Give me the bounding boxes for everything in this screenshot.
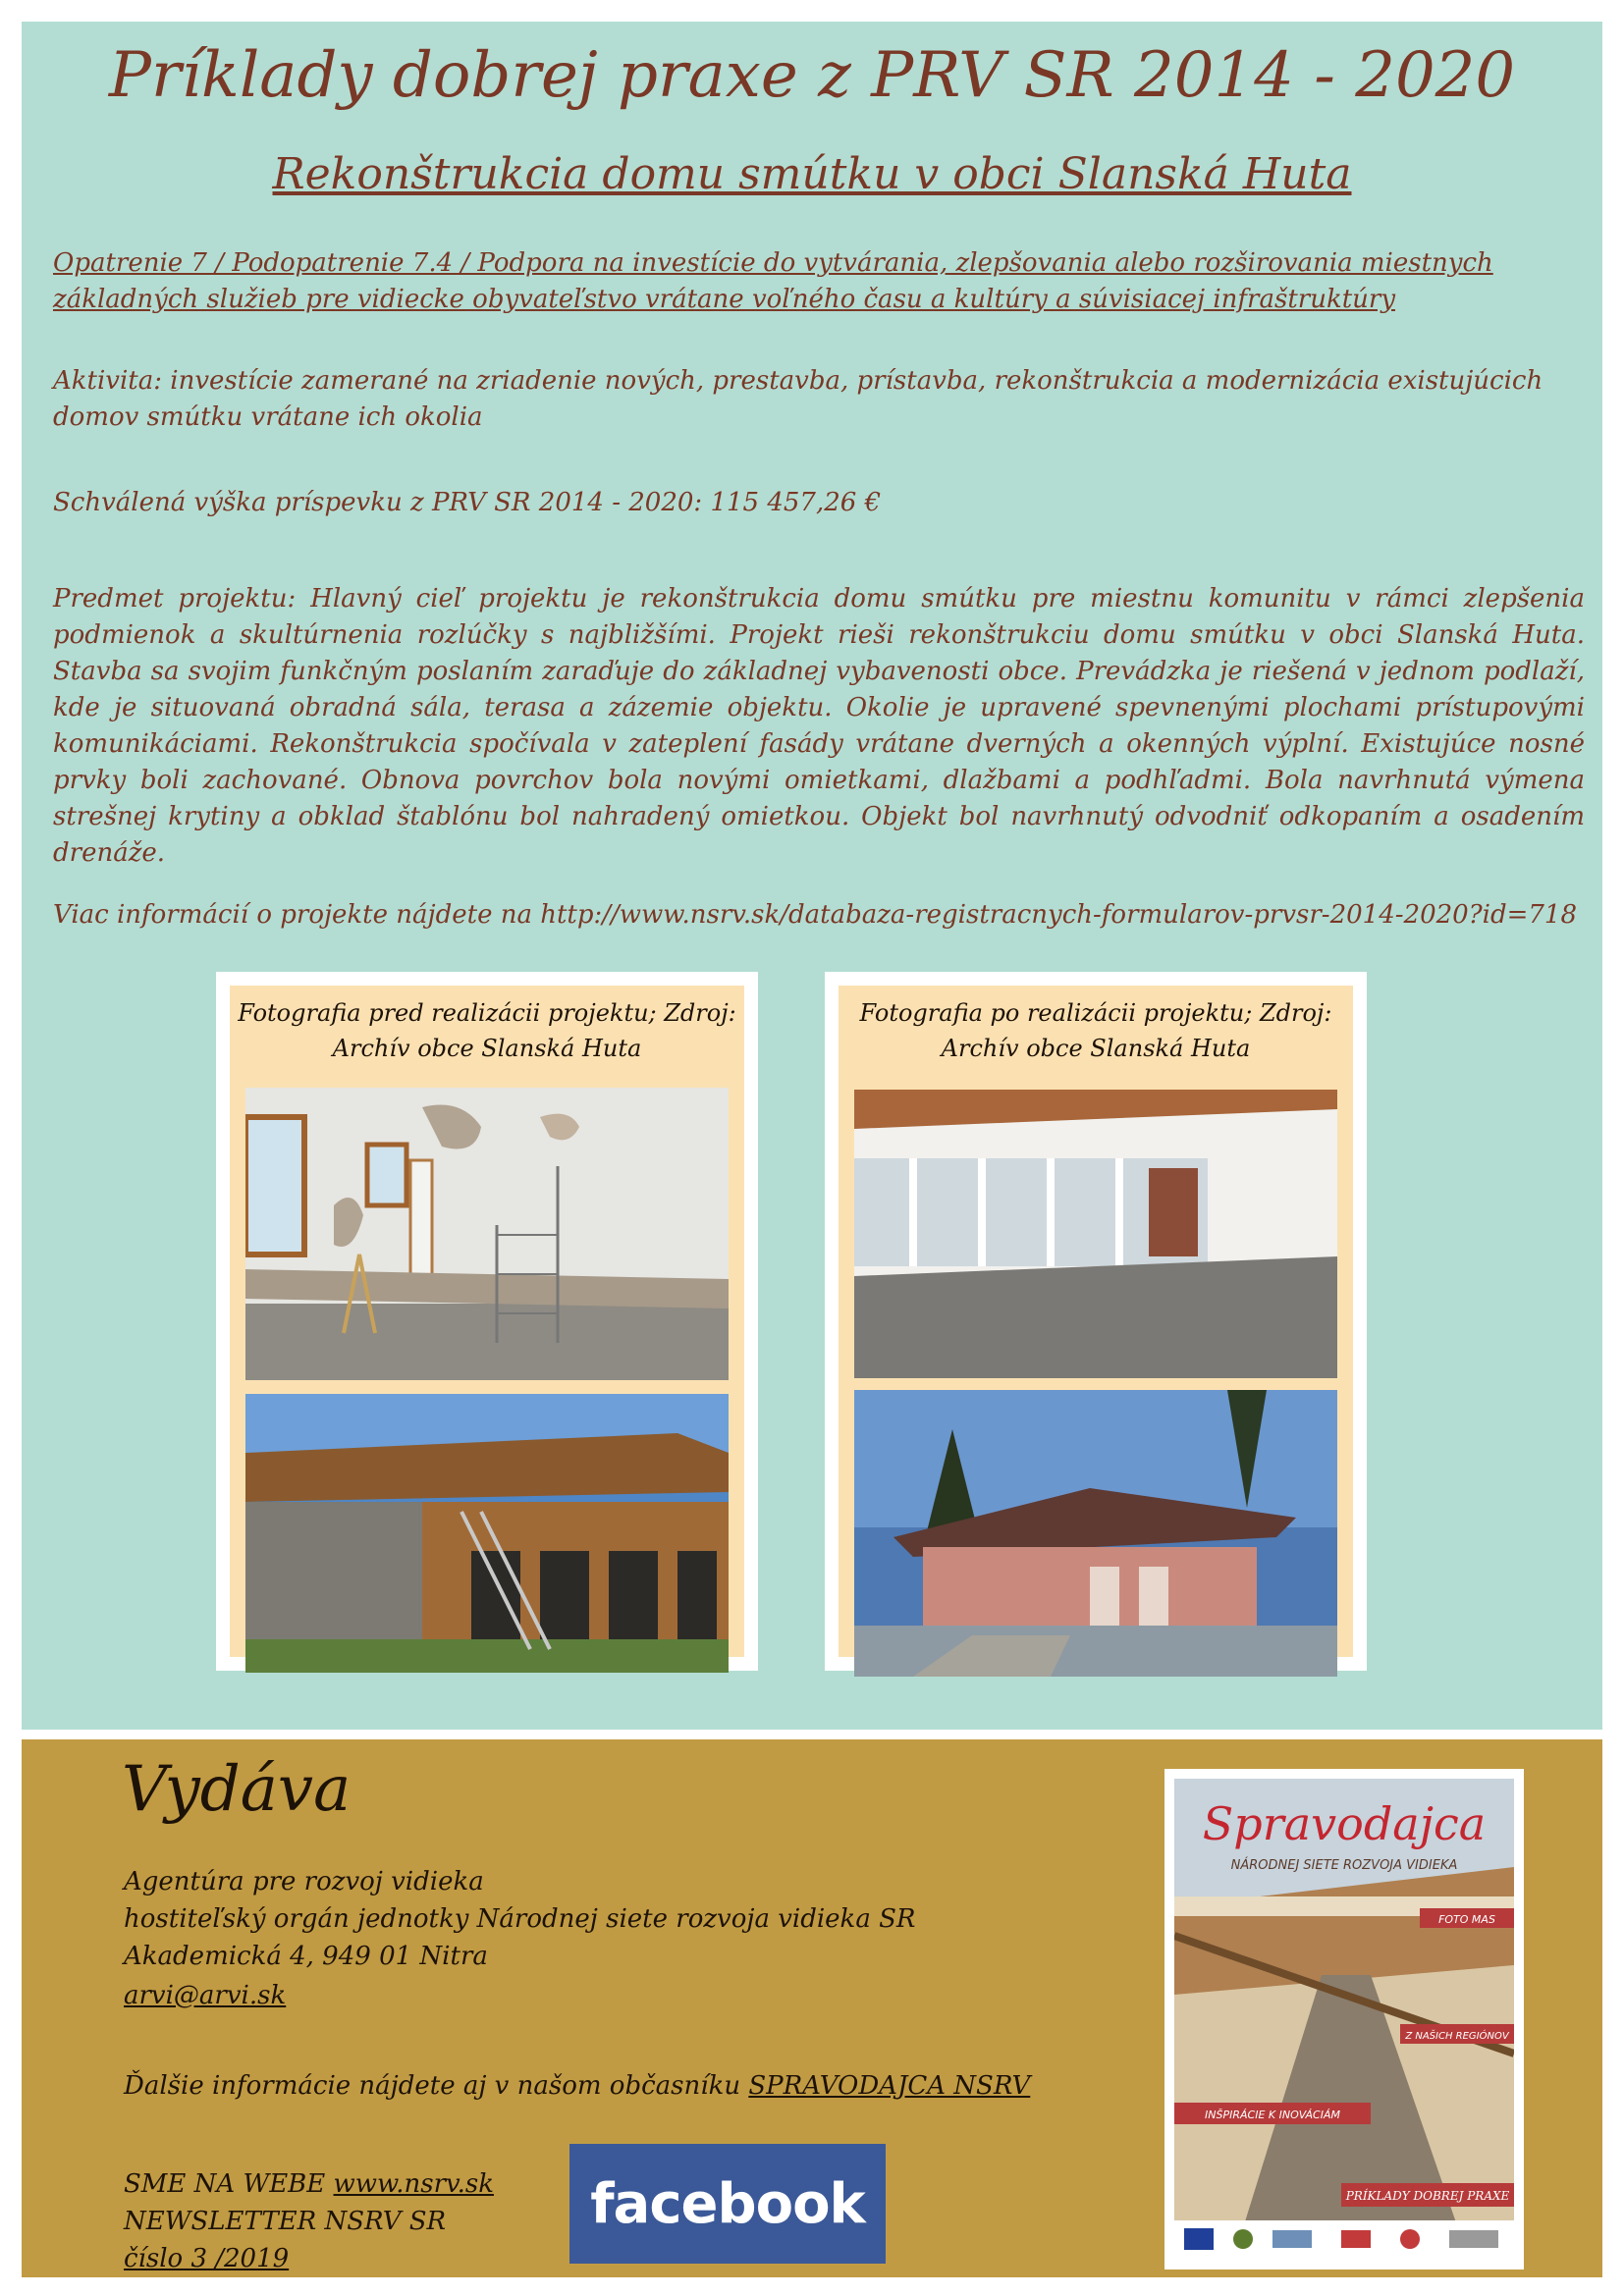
before-photo-card (216, 972, 758, 1671)
after-interior-photo (854, 1090, 1337, 1378)
org-role: hostiteľský orgán jednotky Národnej siete rozvoja vidieka SR (124, 1904, 916, 1934)
page-subtitle: Rekonštrukcia domu smútku v obci Slanská Huta (272, 149, 1352, 199)
more-info-link[interactable]: Viac informácií o projekte nájdete na http://www.nsrv.sk/databaza-registracnych-formularov-prvsr-2014-2020?id=718 (53, 900, 1578, 930)
more-info-line (124, 2067, 1030, 2105)
cover-bottom-label: PRÍKLADY DOBREJ PRAXE (1345, 2189, 1510, 2203)
cover-tag-regiony: Z NAŠICH REGIÓNOV (1405, 2031, 1509, 2042)
cover-tag-inspiracie: INŠPIRÁCIE K INOVÁCIÁM (1205, 2109, 1340, 2121)
website-link[interactable]: www.nsrv.sk (333, 2169, 494, 2199)
newsletter-name: NEWSLETTER NSRV SR (124, 2207, 447, 2236)
email-link[interactable]: arvi@arvi.sk (124, 1981, 287, 2010)
approved-amount-text: Schválená výška príspevku z PRV SR 2014 - 2020: 115 457,26 € (53, 488, 882, 517)
page-title: Príklady dobrej praxe z PRV SR 2014 - 2020 (108, 39, 1516, 112)
after-photo-card (825, 972, 1367, 1671)
org-address: Akademická 4, 949 01 Nitra (124, 1942, 488, 1971)
measure-text: Opatrenie 7 / Podopatrenie 7.4 / Podpora na investície do vytvárania, zlepšovania alebo rozširovania miestnych základných služieb pre vidiecke obyvateľstvo vrátane voľného času a kultúry a súvisiacej infraštruktúry (53, 248, 1493, 314)
org-name: Agentúra pre rozvoj vidieka (124, 1867, 484, 1896)
project-description: Predmet projektu: Hlavný cieľ projektu je rekonštrukcia domu smútku pre miestnu komunitu v rámci zlepšenia podmienok a skultúrnenia rozlúčky s najbližšími. Projekt rieši rekonštrukciu domu smútku v obci Slanská Huta. Stavba sa svojim funkčným poslaním zaraďuje do základnej vybavenosti obce. Prevádzka je riešená v jednom podlaží, kde je situovaná obradná sála, terasa a zázemie objektu. Okolie je upravené spevnenými plochami prístupovými komunikáciami. Rekonštrukcia spočívala v zateplení fasády vrátane dverných a okenných výplní. Existujúce nosné prvky boli zachované. Obnova povrchov bola novými omietkami, dlažbami a podhľadmi. Bola navrhnutá výmena strešnej krytiny a obklad štablónu bol nahradený omietkou. Objekt bol navrhnutý odvodniť odkopaním a osadením drenáže. (53, 584, 1585, 868)
activity-text: Aktivita: investície zamerané na zriadenie nových, prestavba, prístavba, rekonštrukcia a modernizácia existujúcich domov smútku vrátane ich okolia (53, 366, 1543, 432)
web-line (124, 2165, 494, 2203)
before-caption-line1: Fotografia pred realizácii projektu; Zdroj: (238, 999, 736, 1027)
before-caption-line2: Archív obce Slanská Huta (332, 1035, 642, 1062)
cover-title: Spravodajca (1202, 1797, 1487, 1850)
after-caption (839, 995, 1353, 1066)
main-panel (22, 22, 1602, 1730)
spravodajca-link[interactable]: SPRAVODAJCA NSRV (748, 2071, 1031, 2101)
spravodajca-cover-image[interactable] (1164, 1769, 1524, 2269)
before-caption (230, 995, 744, 1066)
after-exterior-photo (854, 1390, 1337, 1677)
issue-number: číslo 3 /2019 (124, 2244, 290, 2273)
cover-tag-foto: FOTO MAS (1438, 1913, 1495, 1926)
before-interior-photo (245, 1088, 729, 1380)
publisher-panel (22, 1739, 1602, 2277)
after-caption-line2: Archív obce Slanská Huta (941, 1035, 1251, 1062)
web-prefix: SME NA WEBE (124, 2169, 334, 2199)
publisher-heading: Vydáva (122, 1753, 352, 1826)
cover-subtitle: NÁRODNEJ SIETE ROZVOJA VIDIEKA (1230, 1858, 1458, 1873)
after-caption-line1: Fotografia po realizácii projektu; Zdroj: (859, 999, 1332, 1027)
before-exterior-photo (245, 1394, 729, 1673)
facebook-button[interactable]: facebook (569, 2144, 886, 2264)
more-info-prefix: Ďalšie informácie nájdete aj v našom občasníku (124, 2071, 749, 2101)
